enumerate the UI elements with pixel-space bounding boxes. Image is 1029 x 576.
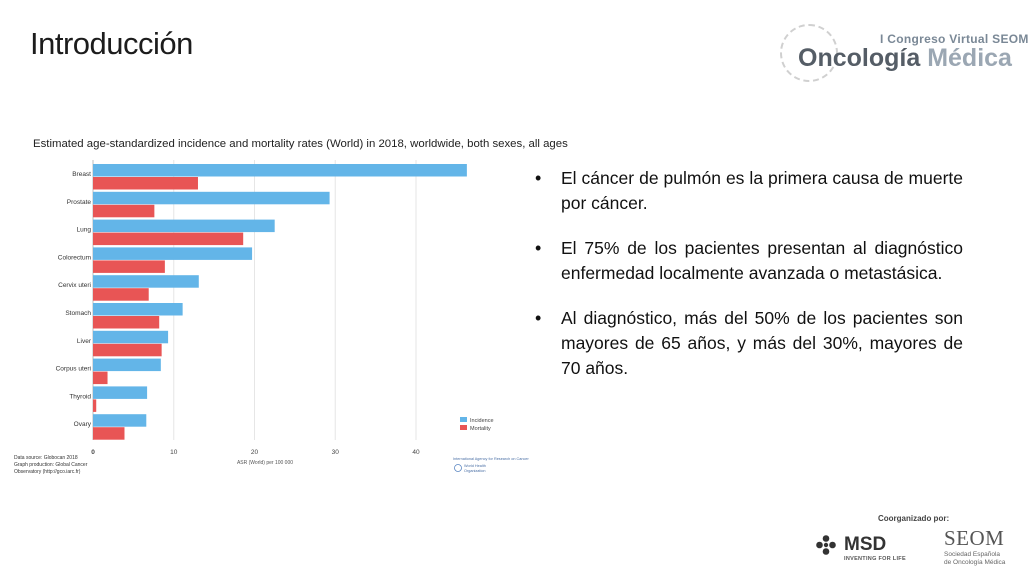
bar-incidence bbox=[93, 275, 199, 288]
who-label-2: Organization bbox=[464, 469, 486, 473]
seom-subtitle-2: de Oncología Médica bbox=[944, 559, 1006, 566]
y-tick-label: Colorectum bbox=[57, 254, 91, 262]
bullet-item: • El cáncer de pulmón es la primera causa de muerte por cáncer. bbox=[535, 166, 963, 216]
bar-mortality bbox=[93, 233, 243, 246]
bar-mortality bbox=[93, 399, 96, 412]
x-tick-label: 40 bbox=[412, 449, 420, 456]
bullet-item: • El 75% de los pacientes presentan al diagnóstico enfermedad localmente avanzada o metastásica. bbox=[535, 236, 963, 286]
bar-mortality bbox=[93, 427, 124, 440]
bar-mortality bbox=[93, 288, 149, 301]
bar-mortality bbox=[93, 177, 198, 190]
y-tick-label: Lung bbox=[76, 226, 91, 234]
y-tick-label: Stomach bbox=[65, 310, 91, 317]
bar-incidence bbox=[93, 386, 147, 399]
bar-incidence bbox=[93, 220, 275, 233]
bullet-list bbox=[535, 166, 963, 401]
x-tick-label: 20 bbox=[250, 449, 259, 456]
x-tick-label: 10 bbox=[170, 449, 178, 456]
x-tick-label: 0 bbox=[91, 449, 95, 456]
source-line: Observatory (http://gco.iarc.fr) bbox=[14, 469, 81, 475]
bar-incidence bbox=[93, 331, 168, 344]
congress-logo bbox=[780, 22, 1029, 84]
y-tick-label: Ovary bbox=[73, 421, 91, 429]
source-line: Graph production: Global Cancer bbox=[14, 462, 88, 468]
x-tick-label: 30 bbox=[331, 449, 339, 456]
bar-incidence bbox=[93, 414, 146, 427]
chart-container bbox=[12, 132, 568, 478]
y-tick-label: Corpus uteri bbox=[55, 365, 91, 373]
bar-incidence bbox=[93, 192, 330, 205]
bar-mortality bbox=[93, 316, 159, 329]
who-label-1: World Health bbox=[464, 464, 486, 468]
bar-mortality bbox=[93, 260, 165, 273]
bar-chart bbox=[12, 132, 568, 478]
msd-tagline: INVENTING FOR LIFE bbox=[844, 556, 906, 562]
y-tick-label: Breast bbox=[72, 171, 91, 178]
bar-mortality bbox=[93, 344, 162, 357]
logo-word-1: ncología bbox=[817, 44, 921, 72]
x-axis-label: ASR (World) per 100 000 bbox=[236, 460, 294, 466]
logo-word-2: Médica bbox=[927, 44, 1012, 72]
y-tick-label: Thyroid bbox=[69, 393, 91, 401]
bar-incidence bbox=[93, 359, 161, 372]
legend-swatch bbox=[460, 417, 467, 422]
bullet-item: • Al diagnóstico, más del 50% de los pacientes son mayores de 65 años, y más del 30%, mayores de 70 años. bbox=[535, 306, 963, 381]
bar-mortality bbox=[93, 205, 154, 218]
y-tick-label: Liver bbox=[76, 337, 91, 345]
seom-subtitle-1: Sociedad Española bbox=[944, 551, 1001, 558]
y-tick-label: Prostate bbox=[66, 198, 91, 206]
page-title: Introducción bbox=[30, 26, 193, 61]
iarc-label: International Agency for Research on Cancer bbox=[453, 457, 529, 461]
bar-incidence bbox=[93, 247, 252, 260]
who-emblem-icon bbox=[455, 465, 462, 472]
coorganized-label: Coorganizado por: bbox=[878, 514, 950, 523]
bar-incidence bbox=[93, 164, 467, 177]
msd-mark-icon bbox=[816, 535, 836, 555]
legend-label: Mortality bbox=[470, 426, 491, 432]
logo-line-2: Oncología Médica bbox=[798, 44, 1012, 72]
bar-incidence bbox=[93, 303, 183, 316]
msd-name: MSD bbox=[844, 534, 887, 555]
seom-name: SEOM bbox=[944, 526, 1005, 550]
bar-mortality bbox=[93, 372, 108, 385]
y-tick-label: Cervix uteri bbox=[58, 282, 91, 290]
legend-label: Incidence bbox=[470, 418, 494, 424]
logo-line-1: I Congreso Virtual SEOM bbox=[880, 32, 1029, 46]
seom-logo bbox=[944, 526, 1016, 567]
chart-title: Estimated age-standardized incidence and mortality rates (World) in 2018, worldwide, both sexes, all ages bbox=[33, 138, 568, 150]
legend-swatch bbox=[460, 425, 467, 430]
source-line: Data source: Globocan 2018 bbox=[14, 455, 78, 461]
msd-logo bbox=[816, 533, 908, 563]
